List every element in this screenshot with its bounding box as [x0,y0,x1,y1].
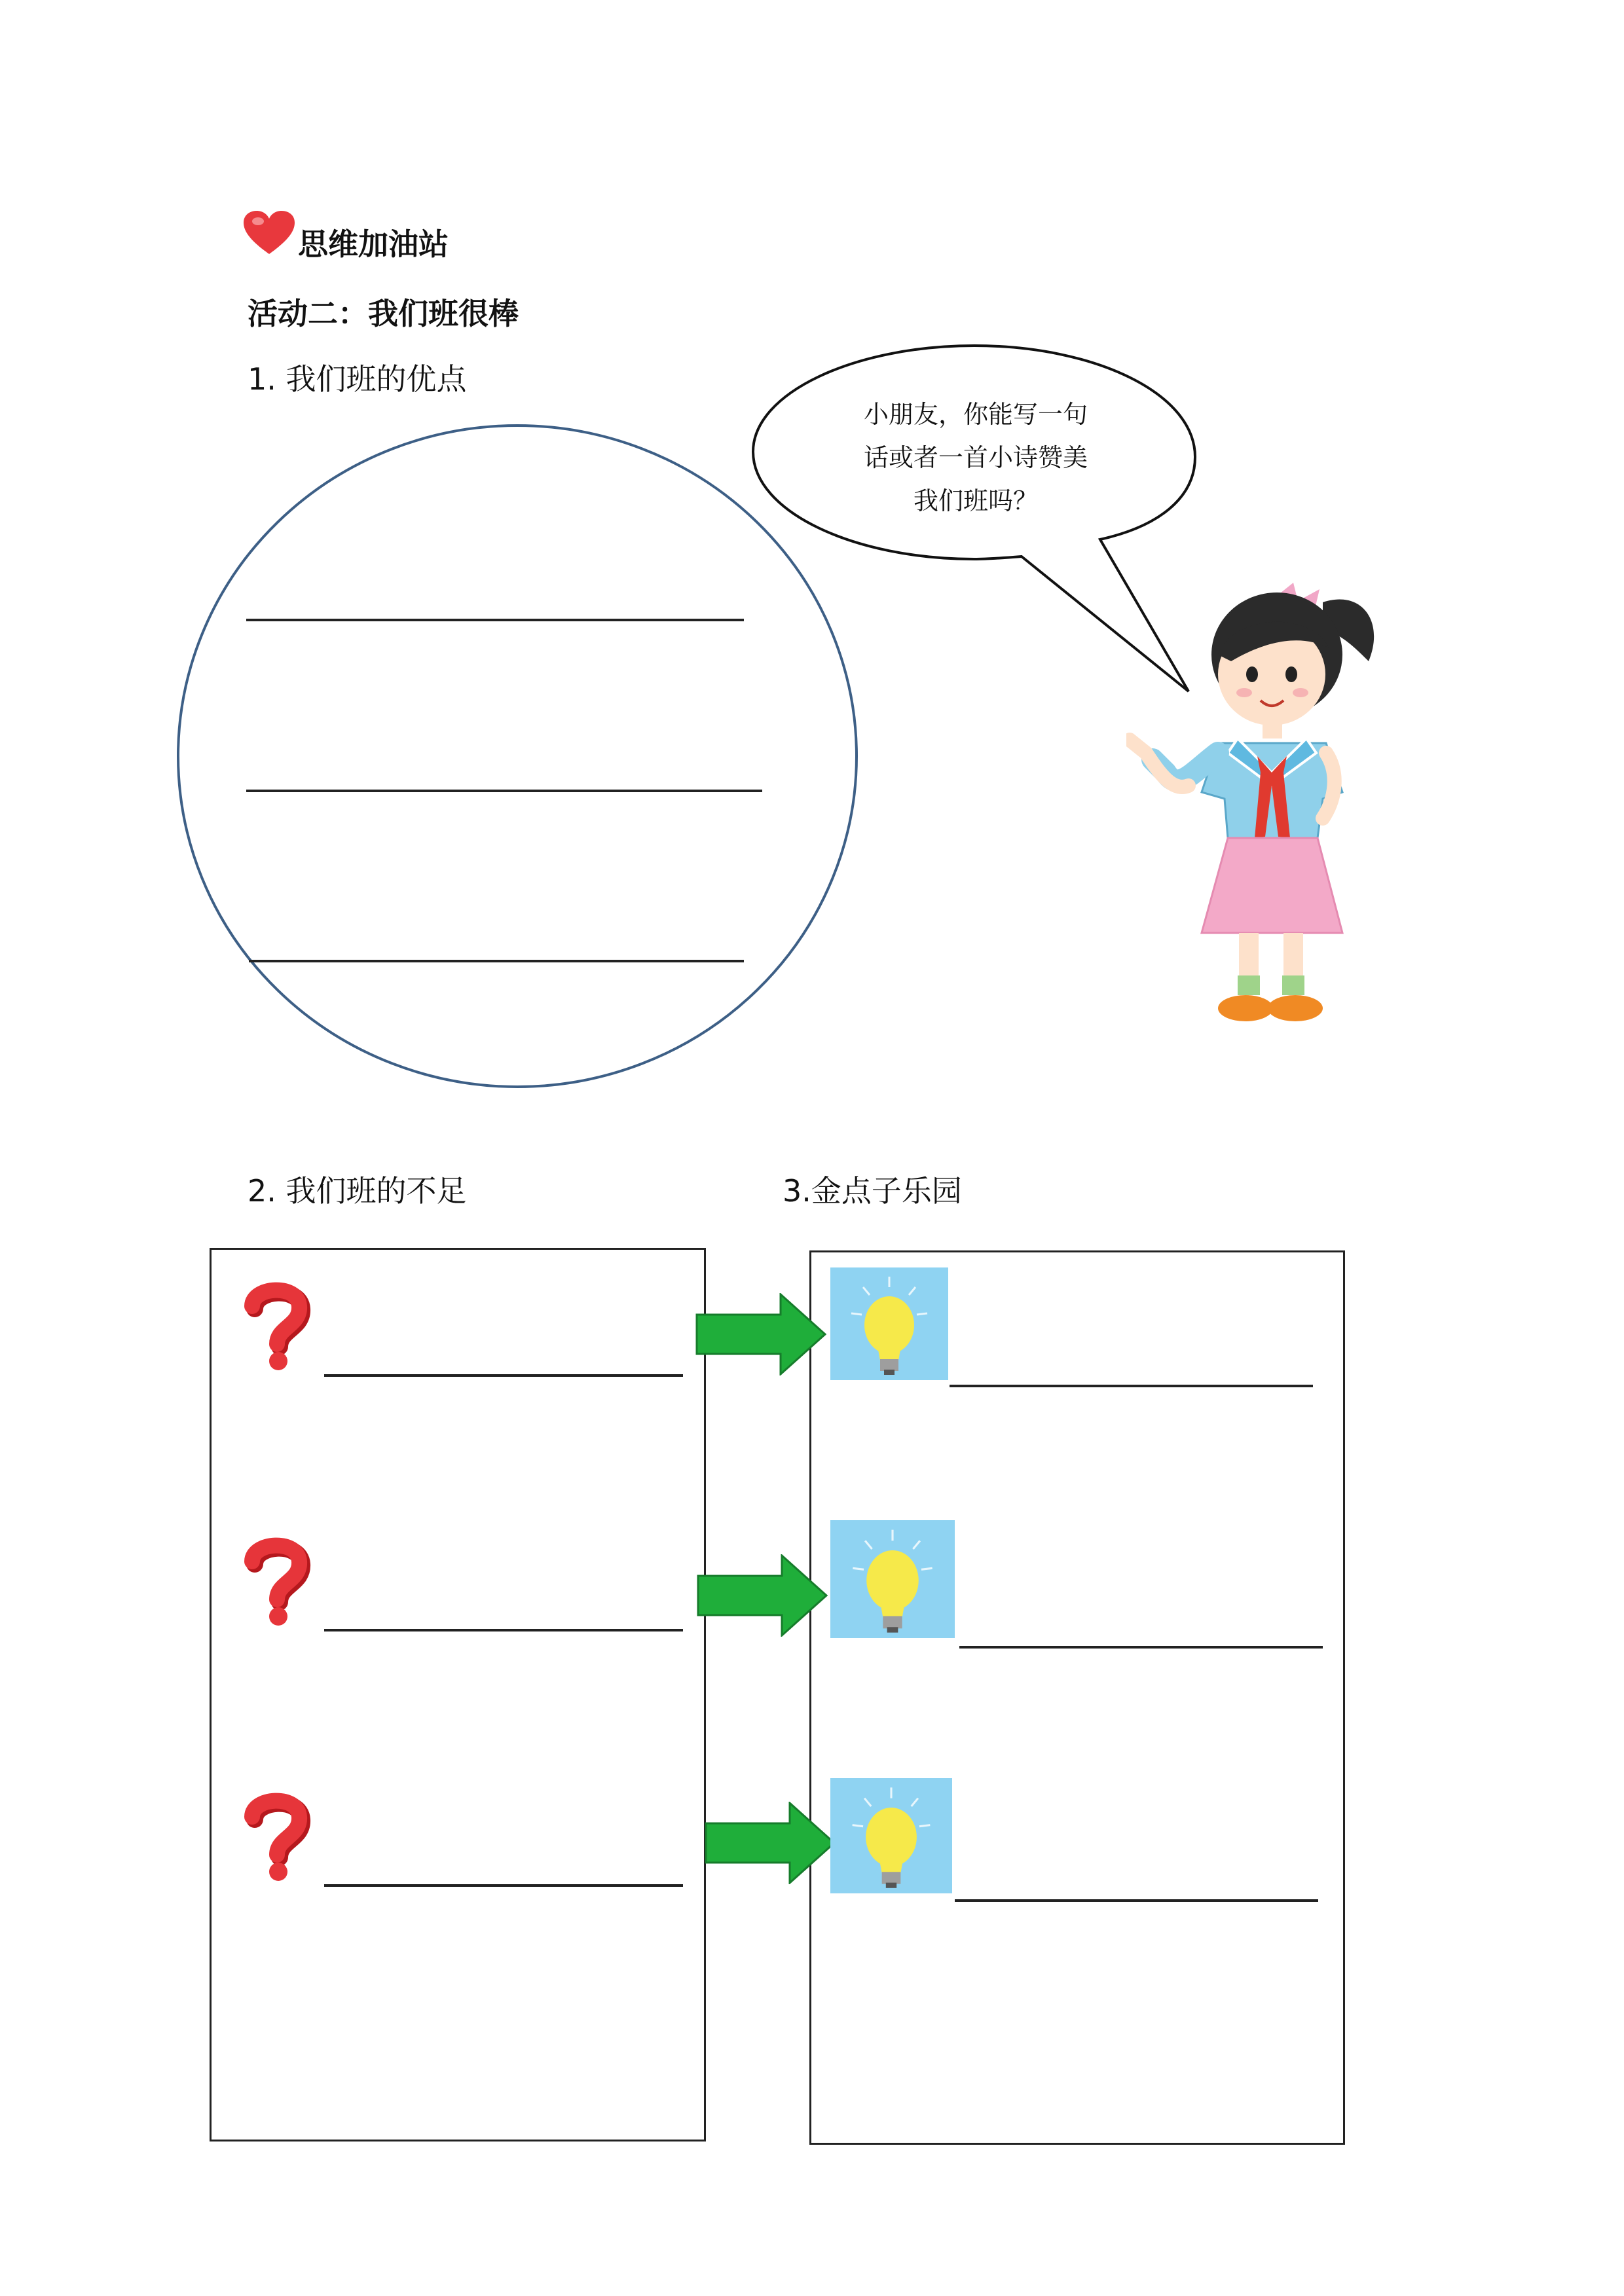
speech-line-3: 我们班吗？ [913,486,1038,515]
lightbulb-icon [830,1267,948,1380]
weaknesses-box [210,1248,706,2141]
strength-write-line-3[interactable] [249,960,744,962]
weakness-write-line-3[interactable] [324,1884,683,1887]
idea-write-line-2[interactable] [959,1646,1323,1649]
part1-label: 1. 我们班的优点 [248,361,467,397]
idea-write-line-3[interactable] [955,1899,1318,1902]
question-mark-icon [239,1791,311,1882]
green-arrow-icon [695,1293,826,1376]
heart-icon [242,210,296,255]
lightbulb-icon [830,1778,952,1893]
speech-line-2: 话或者一首小诗赞美 [863,443,1088,472]
lightbulb-icon [830,1520,955,1638]
part2-label: 2. 我们班的不足 [248,1173,467,1209]
part3-label: 3.金点子乐园 [783,1173,962,1209]
green-arrow-icon [697,1554,828,1637]
question-mark-icon [239,1535,311,1627]
green-arrow-icon [705,1802,836,1884]
idea-write-line-1[interactable] [950,1385,1313,1387]
strength-write-line-1[interactable] [246,619,744,621]
weakness-write-line-2[interactable] [324,1629,683,1631]
section-title: 思维加油站 [298,227,449,262]
strength-write-line-2[interactable] [246,790,762,792]
girl-illustration [1126,576,1388,1041]
speech-line-1: 小朋友，你能写一句 [863,400,1088,429]
question-mark-icon [239,1280,311,1372]
speech-text [779,393,1172,522]
activity-title: 活动二：我们班很棒 [248,296,519,331]
weakness-write-line-1[interactable] [324,1374,683,1377]
